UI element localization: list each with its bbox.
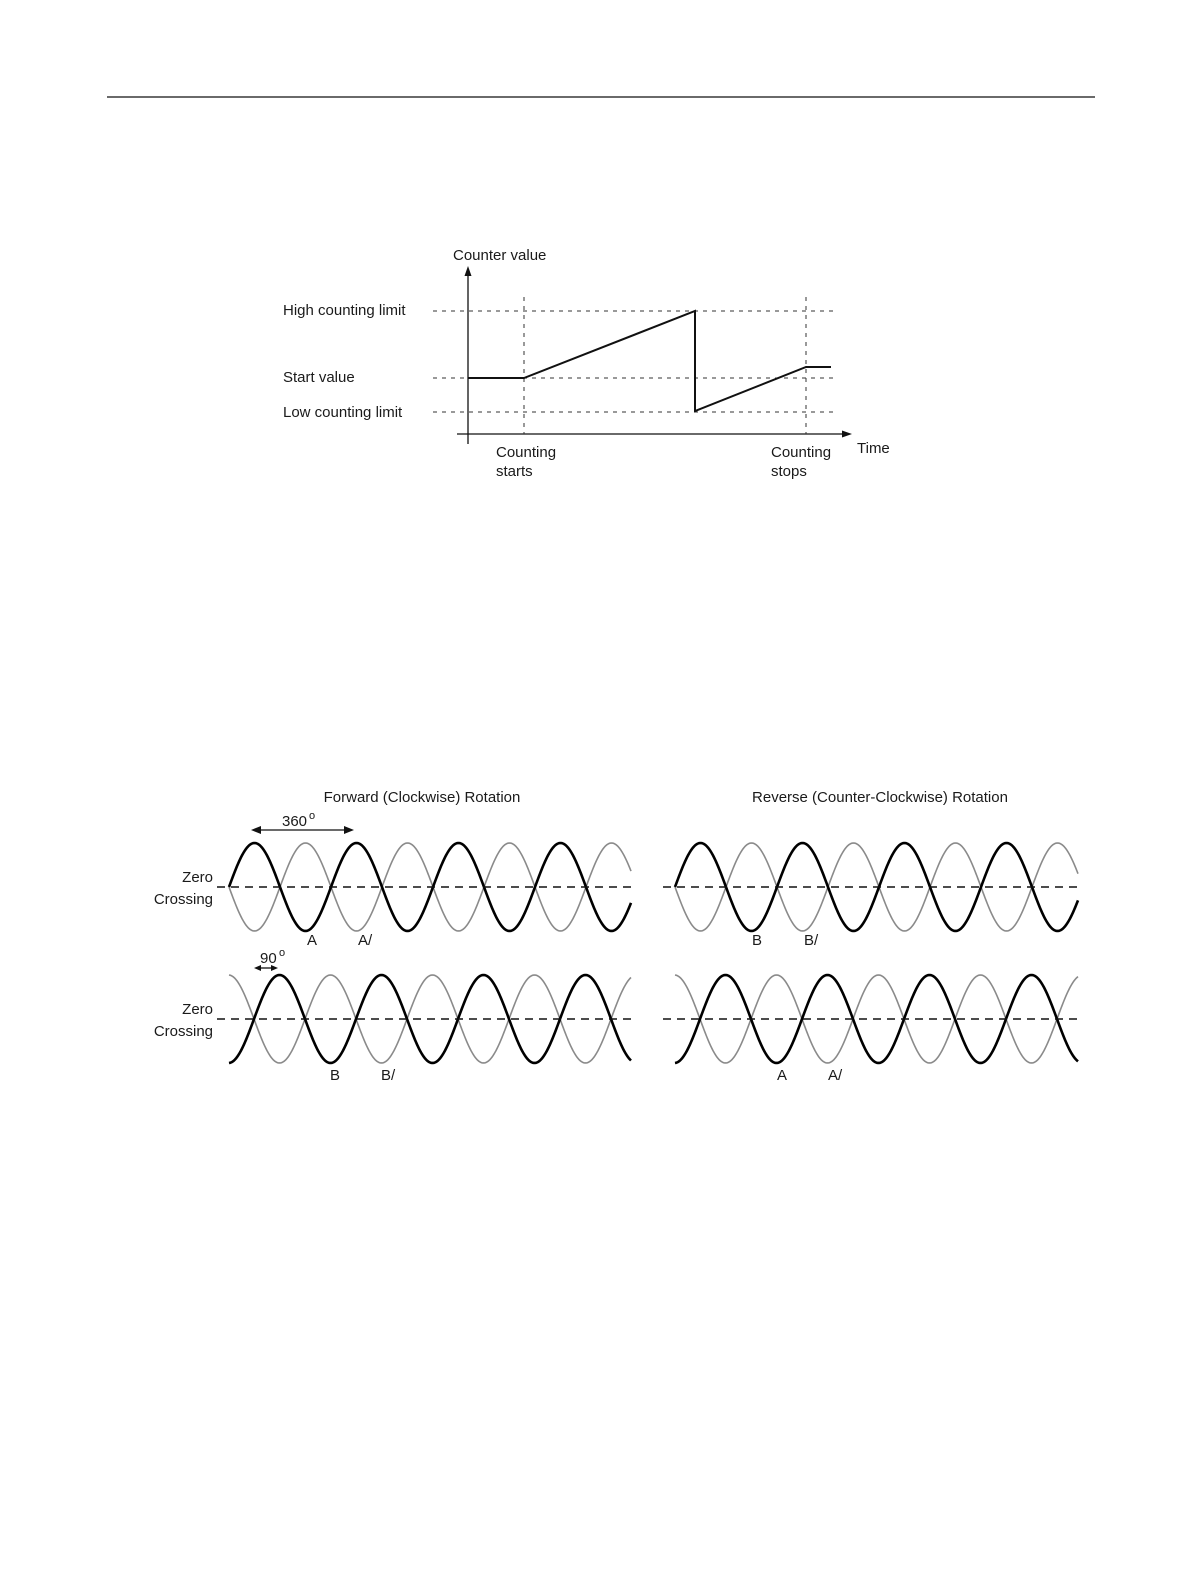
reverse-rotation-title: Reverse (Counter-Clockwise) Rotation <box>752 789 1008 806</box>
zero-crossing-label-top-line2: Crossing <box>153 891 213 908</box>
forward-top-label-a: A <box>307 932 318 949</box>
forward-bottom-label-b: B <box>330 1067 341 1084</box>
y-axis-arrow <box>465 266 472 276</box>
counting-stops-label-line2: stops <box>771 463 807 480</box>
zero-crossing-label-bottom-line1: Zero <box>182 1001 213 1018</box>
zero-crossing-label-bottom-line2: Crossing <box>153 1023 213 1040</box>
forward-rotation-title: Forward (Clockwise) Rotation <box>323 789 521 806</box>
counting-starts-label-line1: Counting <box>496 444 557 461</box>
period-label: 360 <box>282 813 308 830</box>
start-value-label: Start value <box>283 369 355 386</box>
reverse-top-label-b: B <box>752 932 763 949</box>
forward-top-label-a-inverted: A/ <box>358 932 373 949</box>
reverse-bottom-label-a-inverted: A/ <box>828 1067 843 1084</box>
reverse-top-label-b-inverted: B/ <box>804 932 819 949</box>
high-limit-label: High counting limit <box>283 302 406 319</box>
y-axis-label: Counter value <box>453 247 547 264</box>
zero-crossing-label-top-line1: Zero <box>182 869 213 886</box>
phase-degree-symbol: o <box>279 947 286 959</box>
x-axis-label: Time <box>857 440 890 457</box>
period-degree-symbol: o <box>309 810 316 822</box>
counting-stops-label-line1: Counting <box>771 444 832 461</box>
phase-label: 90 <box>260 950 277 967</box>
period-marker-arrow-left <box>251 826 261 834</box>
forward-bottom-label-b-inverted: B/ <box>381 1067 396 1084</box>
waveform-traces <box>217 843 1080 1063</box>
low-limit-label: Low counting limit <box>283 404 403 421</box>
counting-starts-label-line2: starts <box>496 463 533 480</box>
counter-diagram <box>283 247 890 480</box>
reverse-bottom-label-a: A <box>777 1067 788 1084</box>
period-marker-arrow-right <box>344 826 354 834</box>
waveform-diagram <box>154 789 1080 1084</box>
counter-value-trace <box>468 311 831 411</box>
x-axis-arrow <box>842 431 852 438</box>
